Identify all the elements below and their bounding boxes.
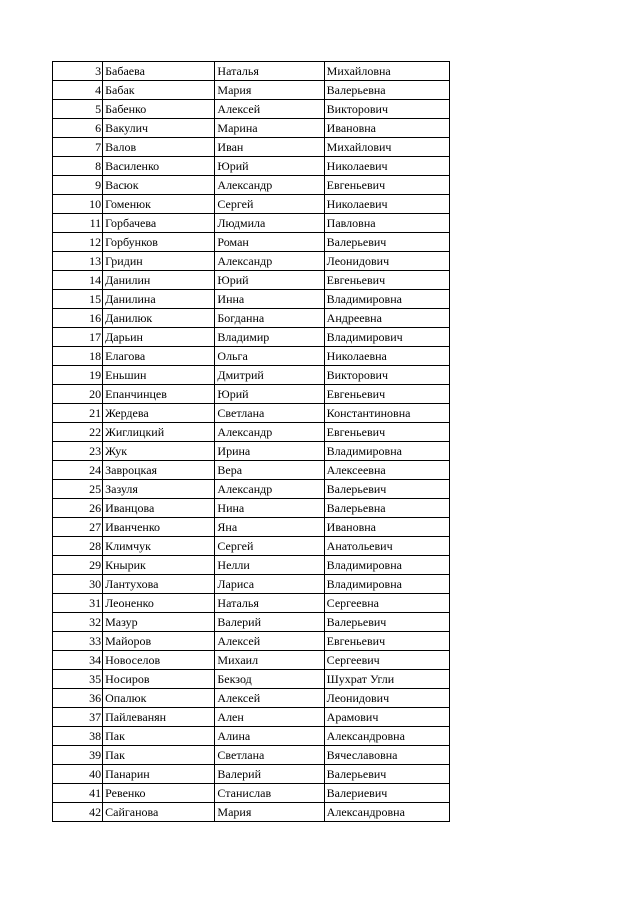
middle-name-cell: Евгеньевич xyxy=(324,176,449,195)
row-number-cell: 6 xyxy=(53,119,103,138)
people-table xyxy=(52,61,450,822)
row-number-cell: 34 xyxy=(53,651,103,670)
last-name-cell: Опалюк xyxy=(103,689,215,708)
first-name-cell: Светлана xyxy=(215,404,324,423)
middle-name-cell: Евгеньевич xyxy=(324,271,449,290)
first-name-cell: Владимир xyxy=(215,328,324,347)
middle-name-cell: Анатольевич xyxy=(324,537,449,556)
row-number-cell: 11 xyxy=(53,214,103,233)
row-number-cell: 36 xyxy=(53,689,103,708)
first-name-cell: Марина xyxy=(215,119,324,138)
row-number-cell: 29 xyxy=(53,556,103,575)
first-name-cell: Алексей xyxy=(215,100,324,119)
last-name-cell: Леоненко xyxy=(103,594,215,613)
middle-name-cell: Евгеньевич xyxy=(324,423,449,442)
middle-name-cell: Валериевич xyxy=(324,784,449,803)
last-name-cell: Панарин xyxy=(103,765,215,784)
table-row xyxy=(53,670,450,689)
table-row xyxy=(53,176,450,195)
first-name-cell: Сергей xyxy=(215,537,324,556)
table-row xyxy=(53,575,450,594)
row-number-cell: 4 xyxy=(53,81,103,100)
table-row xyxy=(53,632,450,651)
middle-name-cell: Евгеньевич xyxy=(324,385,449,404)
middle-name-cell: Павловна xyxy=(324,214,449,233)
middle-name-cell: Валерьевич xyxy=(324,233,449,252)
table-row xyxy=(53,290,450,309)
first-name-cell: Александр xyxy=(215,176,324,195)
people-table-body xyxy=(53,62,450,822)
last-name-cell: Вакулич xyxy=(103,119,215,138)
last-name-cell: Жук xyxy=(103,442,215,461)
row-number-cell: 40 xyxy=(53,765,103,784)
last-name-cell: Пак xyxy=(103,746,215,765)
table-row xyxy=(53,442,450,461)
last-name-cell: Дарьин xyxy=(103,328,215,347)
last-name-cell: Еньшин xyxy=(103,366,215,385)
middle-name-cell: Леонидович xyxy=(324,252,449,271)
middle-name-cell: Владимировна xyxy=(324,290,449,309)
first-name-cell: Богданна xyxy=(215,309,324,328)
table-row xyxy=(53,62,450,81)
last-name-cell: Василенко xyxy=(103,157,215,176)
table-row xyxy=(53,708,450,727)
table-row xyxy=(53,537,450,556)
table-row xyxy=(53,138,450,157)
row-number-cell: 5 xyxy=(53,100,103,119)
middle-name-cell: Владимирович xyxy=(324,328,449,347)
row-number-cell: 33 xyxy=(53,632,103,651)
last-name-cell: Пайлеванян xyxy=(103,708,215,727)
table-row xyxy=(53,347,450,366)
last-name-cell: Новоселов xyxy=(103,651,215,670)
table-row xyxy=(53,119,450,138)
table-row xyxy=(53,195,450,214)
table-row xyxy=(53,499,450,518)
table-row xyxy=(53,803,450,822)
middle-name-cell: Константиновна xyxy=(324,404,449,423)
middle-name-cell: Сергеевна xyxy=(324,594,449,613)
last-name-cell: Данилина xyxy=(103,290,215,309)
first-name-cell: Ирина xyxy=(215,442,324,461)
table-row xyxy=(53,689,450,708)
first-name-cell: Иван xyxy=(215,138,324,157)
first-name-cell: Ален xyxy=(215,708,324,727)
row-number-cell: 16 xyxy=(53,309,103,328)
row-number-cell: 18 xyxy=(53,347,103,366)
row-number-cell: 41 xyxy=(53,784,103,803)
middle-name-cell: Валерьевич xyxy=(324,613,449,632)
middle-name-cell: Шухрат Угли xyxy=(324,670,449,689)
middle-name-cell: Викторович xyxy=(324,366,449,385)
last-name-cell: Мазур xyxy=(103,613,215,632)
first-name-cell: Наталья xyxy=(215,62,324,81)
first-name-cell: Дмитрий xyxy=(215,366,324,385)
table-row xyxy=(53,366,450,385)
table-row xyxy=(53,233,450,252)
table-row xyxy=(53,613,450,632)
first-name-cell: Вера xyxy=(215,461,324,480)
table-row xyxy=(53,214,450,233)
first-name-cell: Юрий xyxy=(215,271,324,290)
first-name-cell: Лариса xyxy=(215,575,324,594)
middle-name-cell: Евгеньевич xyxy=(324,632,449,651)
table-row xyxy=(53,461,450,480)
last-name-cell: Гоменюк xyxy=(103,195,215,214)
middle-name-cell: Михайловна xyxy=(324,62,449,81)
middle-name-cell: Александровна xyxy=(324,803,449,822)
last-name-cell: Васюк xyxy=(103,176,215,195)
table-row xyxy=(53,518,450,537)
table-row xyxy=(53,271,450,290)
last-name-cell: Бабаева xyxy=(103,62,215,81)
row-number-cell: 21 xyxy=(53,404,103,423)
middle-name-cell: Ивановна xyxy=(324,119,449,138)
first-name-cell: Алексей xyxy=(215,632,324,651)
table-row xyxy=(53,100,450,119)
row-number-cell: 8 xyxy=(53,157,103,176)
last-name-cell: Иванцова xyxy=(103,499,215,518)
row-number-cell: 38 xyxy=(53,727,103,746)
middle-name-cell: Сергеевич xyxy=(324,651,449,670)
last-name-cell: Жиглицкий xyxy=(103,423,215,442)
first-name-cell: Яна xyxy=(215,518,324,537)
last-name-cell: Данилин xyxy=(103,271,215,290)
first-name-cell: Александр xyxy=(215,252,324,271)
row-number-cell: 25 xyxy=(53,480,103,499)
first-name-cell: Нина xyxy=(215,499,324,518)
last-name-cell: Климчук xyxy=(103,537,215,556)
middle-name-cell: Алексеевна xyxy=(324,461,449,480)
row-number-cell: 32 xyxy=(53,613,103,632)
row-number-cell: 26 xyxy=(53,499,103,518)
row-number-cell: 12 xyxy=(53,233,103,252)
last-name-cell: Зазуля xyxy=(103,480,215,499)
first-name-cell: Роман xyxy=(215,233,324,252)
last-name-cell: Гридин xyxy=(103,252,215,271)
first-name-cell: Нелли xyxy=(215,556,324,575)
first-name-cell: Инна xyxy=(215,290,324,309)
row-number-cell: 14 xyxy=(53,271,103,290)
last-name-cell: Валов xyxy=(103,138,215,157)
last-name-cell: Сайганова xyxy=(103,803,215,822)
first-name-cell: Светлана xyxy=(215,746,324,765)
middle-name-cell: Валерьевич xyxy=(324,765,449,784)
row-number-cell: 28 xyxy=(53,537,103,556)
table-row xyxy=(53,784,450,803)
middle-name-cell: Арамович xyxy=(324,708,449,727)
last-name-cell: Кнырик xyxy=(103,556,215,575)
first-name-cell: Людмила xyxy=(215,214,324,233)
middle-name-cell: Андреевна xyxy=(324,309,449,328)
table-row xyxy=(53,423,450,442)
middle-name-cell: Викторович xyxy=(324,100,449,119)
middle-name-cell: Владимировна xyxy=(324,556,449,575)
table-row xyxy=(53,594,450,613)
last-name-cell: Носиров xyxy=(103,670,215,689)
middle-name-cell: Владимировна xyxy=(324,575,449,594)
middle-name-cell: Ивановна xyxy=(324,518,449,537)
table-row xyxy=(53,480,450,499)
first-name-cell: Сергей xyxy=(215,195,324,214)
middle-name-cell: Николаевна xyxy=(324,347,449,366)
row-number-cell: 35 xyxy=(53,670,103,689)
last-name-cell: Заврoцкая xyxy=(103,461,215,480)
middle-name-cell: Николаевич xyxy=(324,157,449,176)
row-number-cell: 37 xyxy=(53,708,103,727)
table-row xyxy=(53,385,450,404)
first-name-cell: Ольга xyxy=(215,347,324,366)
middle-name-cell: Владимировна xyxy=(324,442,449,461)
last-name-cell: Лантухова xyxy=(103,575,215,594)
middle-name-cell: Михайлович xyxy=(324,138,449,157)
row-number-cell: 20 xyxy=(53,385,103,404)
row-number-cell: 24 xyxy=(53,461,103,480)
first-name-cell: Наталья xyxy=(215,594,324,613)
last-name-cell: Горбачева xyxy=(103,214,215,233)
last-name-cell: Майоров xyxy=(103,632,215,651)
middle-name-cell: Леонидович xyxy=(324,689,449,708)
last-name-cell: Горбунков xyxy=(103,233,215,252)
last-name-cell: Пак xyxy=(103,727,215,746)
last-name-cell: Епанчинцев xyxy=(103,385,215,404)
last-name-cell: Ревенко xyxy=(103,784,215,803)
first-name-cell: Мария xyxy=(215,803,324,822)
first-name-cell: Алексей xyxy=(215,689,324,708)
row-number-cell: 10 xyxy=(53,195,103,214)
first-name-cell: Александр xyxy=(215,480,324,499)
table-row xyxy=(53,765,450,784)
row-number-cell: 17 xyxy=(53,328,103,347)
table-row xyxy=(53,556,450,575)
first-name-cell: Мария xyxy=(215,81,324,100)
last-name-cell: Данилюк xyxy=(103,309,215,328)
first-name-cell: Станислав xyxy=(215,784,324,803)
first-name-cell: Александр xyxy=(215,423,324,442)
row-number-cell: 19 xyxy=(53,366,103,385)
row-number-cell: 27 xyxy=(53,518,103,537)
table-row xyxy=(53,81,450,100)
middle-name-cell: Валерьевна xyxy=(324,499,449,518)
table-row xyxy=(53,727,450,746)
middle-name-cell: Валерьевич xyxy=(324,480,449,499)
row-number-cell: 9 xyxy=(53,176,103,195)
last-name-cell: Бабенко xyxy=(103,100,215,119)
last-name-cell: Жердева xyxy=(103,404,215,423)
row-number-cell: 3 xyxy=(53,62,103,81)
row-number-cell: 23 xyxy=(53,442,103,461)
table-row xyxy=(53,746,450,765)
row-number-cell: 39 xyxy=(53,746,103,765)
table-row xyxy=(53,651,450,670)
table-row xyxy=(53,328,450,347)
first-name-cell: Валерий xyxy=(215,613,324,632)
row-number-cell: 31 xyxy=(53,594,103,613)
middle-name-cell: Николаевич xyxy=(324,195,449,214)
table-row xyxy=(53,252,450,271)
row-number-cell: 13 xyxy=(53,252,103,271)
middle-name-cell: Валерьевна xyxy=(324,81,449,100)
table-row xyxy=(53,309,450,328)
middle-name-cell: Вячеславовна xyxy=(324,746,449,765)
first-name-cell: Валерий xyxy=(215,765,324,784)
first-name-cell: Юрий xyxy=(215,385,324,404)
first-name-cell: Алина xyxy=(215,727,324,746)
last-name-cell: Бабак xyxy=(103,81,215,100)
row-number-cell: 42 xyxy=(53,803,103,822)
first-name-cell: Михаил xyxy=(215,651,324,670)
row-number-cell: 22 xyxy=(53,423,103,442)
middle-name-cell: Александровна xyxy=(324,727,449,746)
table-row xyxy=(53,157,450,176)
first-name-cell: Бекзод xyxy=(215,670,324,689)
first-name-cell: Юрий xyxy=(215,157,324,176)
last-name-cell: Иванченко xyxy=(103,518,215,537)
row-number-cell: 7 xyxy=(53,138,103,157)
row-number-cell: 30 xyxy=(53,575,103,594)
last-name-cell: Елагова xyxy=(103,347,215,366)
table-row xyxy=(53,404,450,423)
row-number-cell: 15 xyxy=(53,290,103,309)
